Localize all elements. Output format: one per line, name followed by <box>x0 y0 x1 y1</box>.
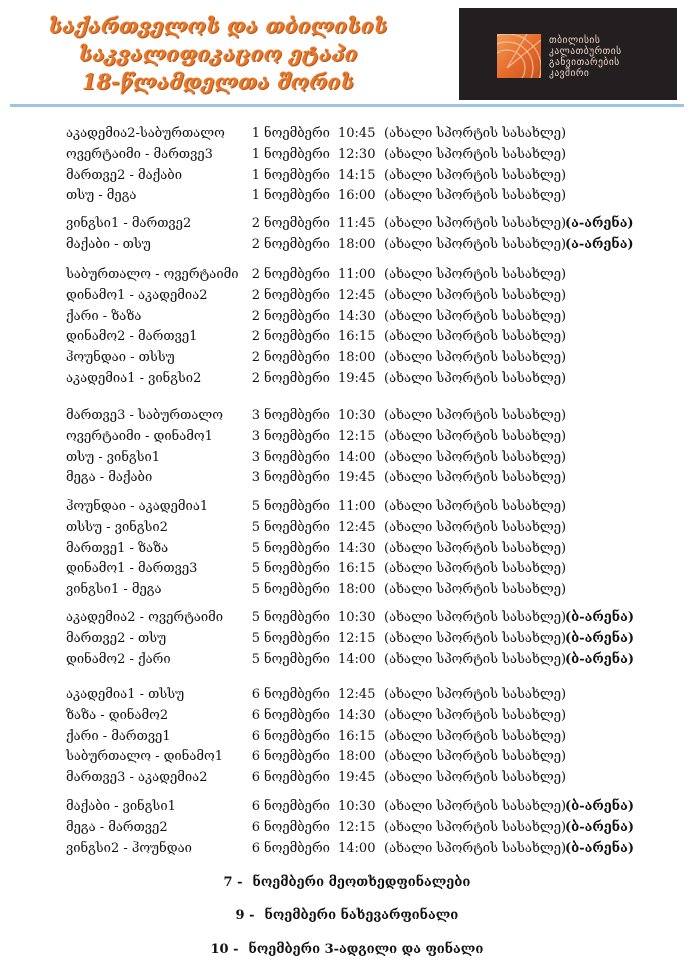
match-arena: (ბ-არენა) <box>565 610 634 625</box>
match-time: 11:00 <box>338 499 376 514</box>
match-month: ნოემბერი <box>264 728 330 744</box>
match-day: 5 <box>251 630 260 646</box>
match-time: 16:15 <box>338 561 376 577</box>
match-month: ნოემბერი <box>264 188 330 204</box>
match-day: 1 <box>251 126 260 141</box>
match-month: ნოემბერი <box>264 630 330 646</box>
match-venue: (ახალი სპორტის სასახლე) <box>384 408 567 423</box>
match-day: 3 <box>251 449 260 465</box>
match-teams: მაქაბი - თსუ <box>66 236 151 252</box>
match-month: ნოემბერი <box>264 749 330 765</box>
match-teams: აკადემია2-საბურთალო <box>66 126 225 141</box>
match-time: 12:15 <box>338 630 376 646</box>
stage-label: ნოემბერი მეოთხედფინალები <box>252 875 471 890</box>
match-day: 2 <box>251 329 260 345</box>
schedule-row <box>0 706 694 726</box>
logo-text-line: კალათბურთის <box>549 46 622 57</box>
match-teams: დინამო1 - აკადემია2 <box>66 287 208 303</box>
schedule-row <box>0 539 694 559</box>
schedule-row <box>0 727 694 747</box>
match-time: 12:45 <box>338 287 376 303</box>
match-venue: (ახალი სპორტის სასახლე) <box>384 707 567 723</box>
match-month: ნოემბერი <box>264 651 330 667</box>
match-time: 12:45 <box>338 519 376 535</box>
match-month: ნოემბერი <box>264 267 330 282</box>
schedule-row <box>0 406 694 426</box>
schedule-row <box>0 307 694 327</box>
match-teams: დინამო1 - მართვე3 <box>66 561 198 577</box>
match-venue: (ახალი სპორტის სასახლე) <box>384 350 567 366</box>
match-teams: მართვე3 - აკადემია2 <box>66 770 208 786</box>
match-time: 14:30 <box>338 707 376 723</box>
match-arena: (ბ-არენა) <box>565 840 634 856</box>
match-day: 2 <box>251 371 260 386</box>
match-teams: ოვერტაიმი - მართვე3 <box>66 146 213 162</box>
match-time: 18:00 <box>338 749 376 765</box>
match-time: 10:30 <box>338 408 376 423</box>
match-time: 14:00 <box>338 449 376 465</box>
match-time: 10:30 <box>338 799 376 814</box>
schedule-row <box>0 448 694 468</box>
match-month: ნოემბერი <box>264 799 330 814</box>
match-day: 5 <box>251 540 260 556</box>
match-venue: (ახალი სპორტის სასახლე) <box>384 610 567 625</box>
match-teams: მართვე2 - მაქაბი <box>66 167 182 183</box>
schedule-row <box>0 214 694 234</box>
match-day: 2 <box>251 287 260 303</box>
match-venue: (ახალი სპორტის სასახლე) <box>384 126 567 141</box>
title-line-2: საკვალიფიკაციო ეტაპი <box>78 41 358 66</box>
match-month: ნოემბერი <box>264 329 330 345</box>
schedule-row <box>0 265 694 285</box>
schedule-row <box>0 327 694 347</box>
match-teams: ქარი - მართვე1 <box>66 728 171 744</box>
match-teams: მართვე2 - თსუ <box>66 630 167 646</box>
title-line-1: საქართველოს და თბილისის <box>48 13 388 38</box>
match-month: ნოემბერი <box>264 236 330 252</box>
stage-row <box>0 940 694 960</box>
stage-label: ნოემბერი 3-ადგილი და ფინალი <box>248 942 484 957</box>
match-month: ნოემბერი <box>264 408 330 423</box>
schedule-row <box>0 839 694 859</box>
schedule-row <box>0 797 694 817</box>
match-venue: (ახალი სპორტის სასახლე) <box>384 329 567 345</box>
match-venue: (ახალი სპორტის სასახლე) <box>384 167 567 183</box>
match-month: ნოემბერი <box>264 519 330 535</box>
match-venue: (ახალი სპორტის სასახლე) <box>384 728 567 744</box>
match-venue: (ახალი სპორტის სასახლე) <box>384 582 567 598</box>
match-teams: ვინგსი1 - მართვე2 <box>66 216 192 231</box>
match-arena: (ა-არენა) <box>565 216 634 231</box>
schedule-row <box>0 286 694 306</box>
match-day: 5 <box>251 651 260 667</box>
schedule-row <box>0 369 694 389</box>
match-teams: ვინგსი2 - ჰოუნდაი <box>66 840 192 856</box>
schedule-row <box>0 608 694 628</box>
match-arena: (ა-არენა) <box>565 236 634 252</box>
match-time: 10:30 <box>338 610 376 625</box>
logo-text-line: კავშირი <box>549 68 590 79</box>
stage-day: 7 - <box>223 875 243 890</box>
match-time: 18:00 <box>338 582 376 598</box>
match-venue: (ახალი სპორტის სასახლე) <box>384 687 567 702</box>
match-day: 2 <box>251 236 260 252</box>
match-day: 1 <box>251 167 260 183</box>
match-day: 3 <box>251 470 260 486</box>
match-arena: (ბ-არენა) <box>565 651 634 667</box>
title-line-3: 18-წლამდელთა შორის <box>81 69 355 94</box>
match-teams: თსსუ - ვინგსი2 <box>66 519 168 535</box>
match-month: ნოემბერი <box>264 819 330 835</box>
match-day: 2 <box>251 267 260 282</box>
logo-text-line: განვითარების <box>549 57 620 68</box>
match-venue: (ახალი სპორტის სასახლე) <box>384 499 567 514</box>
match-time: 16:15 <box>338 329 376 345</box>
match-time: 19:45 <box>338 371 376 386</box>
match-teams: აკადემია1 - თსსუ <box>66 687 185 702</box>
match-teams: ზაზა - დინამო2 <box>66 707 169 723</box>
match-venue: (ახალი სპორტის სასახლე) <box>384 651 567 667</box>
match-teams: მაქაბი - ვინგსი1 <box>66 799 176 814</box>
match-time: 14:00 <box>338 651 376 667</box>
match-venue: (ახალი სპორტის სასახლე) <box>384 519 567 535</box>
match-venue: (ახალი სპორტის სასახლე) <box>384 267 567 282</box>
schedule-row <box>0 685 694 705</box>
match-day: 6 <box>251 707 260 723</box>
match-arena: (ბ-არენა) <box>565 799 634 814</box>
match-month: ნოემბერი <box>264 428 330 444</box>
match-teams: ჰოუნდაი - აკადემია1 <box>66 499 209 514</box>
match-venue: (ახალი სპორტის სასახლე) <box>384 799 567 814</box>
match-time: 10:45 <box>338 126 376 141</box>
match-venue: (ახალი სპორტის სასახლე) <box>384 840 567 856</box>
match-time: 12:15 <box>338 428 376 444</box>
match-time: 11:45 <box>338 216 376 231</box>
match-teams: ვინგსი1 - მეგა <box>66 582 162 598</box>
match-time: 19:45 <box>338 470 376 486</box>
stage-day: 10 - <box>210 942 239 957</box>
match-venue: (ახალი სპორტის სასახლე) <box>384 308 567 324</box>
match-teams: დინამო2 - ქარი <box>66 651 171 667</box>
match-day: 1 <box>251 188 260 204</box>
schedule-row <box>0 427 694 447</box>
schedule-row <box>0 747 694 767</box>
match-day: 2 <box>251 308 260 324</box>
schedule-row <box>0 348 694 368</box>
match-day: 3 <box>251 408 260 423</box>
stage-label: ნოემბერი ნახევარფინალი <box>264 908 459 923</box>
match-month: ნოემბერი <box>264 707 330 723</box>
match-day: 6 <box>251 819 260 835</box>
match-venue: (ახალი სპორტის სასახლე) <box>384 540 567 556</box>
match-teams: თსუ - მეგა <box>66 188 137 204</box>
match-month: ნოემბერი <box>264 371 330 386</box>
logo-text-line: თბილისის <box>549 35 601 46</box>
match-day: 5 <box>251 610 260 625</box>
match-month: ნოემბერი <box>264 582 330 598</box>
match-time: 14:30 <box>338 308 376 324</box>
match-teams: თსუ - ვინგსი1 <box>66 449 161 465</box>
schedule-row <box>0 186 694 206</box>
schedule-row <box>0 124 694 144</box>
match-day: 6 <box>251 749 260 765</box>
match-venue: (ახალი სპორტის სასახლე) <box>384 428 567 444</box>
match-time: 11:00 <box>338 267 376 282</box>
schedule-row <box>0 818 694 838</box>
match-month: ნოემბერი <box>264 840 330 856</box>
match-teams: მეგა - მაქაბი <box>66 470 153 486</box>
match-day: 5 <box>251 519 260 535</box>
match-venue: (ახალი სპორტის სასახლე) <box>384 561 567 577</box>
schedule-row <box>0 468 694 488</box>
match-month: ნოემბერი <box>264 449 330 465</box>
match-venue: (ახალი სპორტის სასახლე) <box>384 287 567 303</box>
schedule-row <box>0 650 694 670</box>
match-venue: (ახალი სპორტის სასახლე) <box>384 146 567 162</box>
match-day: 5 <box>251 561 260 577</box>
match-day: 5 <box>251 499 260 514</box>
match-month: ნოემბერი <box>264 470 330 486</box>
match-venue: (ახალი სპორტის სასახლე) <box>384 470 567 486</box>
match-day: 6 <box>251 687 260 702</box>
match-month: ნოემბერი <box>264 770 330 786</box>
schedule-row <box>0 629 694 649</box>
match-teams: საბურთალო - დინამო1 <box>66 749 223 765</box>
match-teams: ქარი - ზაზა <box>66 308 142 324</box>
match-time: 16:00 <box>338 188 376 204</box>
match-month: ნოემბერი <box>264 287 330 303</box>
match-time: 12:30 <box>338 146 376 162</box>
schedule-row <box>0 145 694 165</box>
match-venue: (ახალი სპორტის სასახლე) <box>384 819 567 835</box>
match-teams: ჰოუნდაი - თსსუ <box>66 350 175 366</box>
match-month: ნოემბერი <box>264 126 330 141</box>
match-day: 1 <box>251 146 260 162</box>
match-venue: (ახალი სპორტის სასახლე) <box>384 216 567 231</box>
match-teams: მართვე1 - ზაზა <box>66 540 169 556</box>
match-month: ნოემბერი <box>264 167 330 183</box>
schedule-row <box>0 559 694 579</box>
match-month: ნოემბერი <box>264 350 330 366</box>
schedule-row <box>0 580 694 600</box>
match-month: ნოემბერი <box>264 146 330 162</box>
match-time: 14:00 <box>338 840 376 856</box>
match-venue: (ახალი სპორტის სასახლე) <box>384 770 567 786</box>
match-day: 6 <box>251 770 260 786</box>
match-teams: ოვერტაიმი - დინამო1 <box>66 428 213 444</box>
match-arena: (ბ-არენა) <box>565 630 634 646</box>
schedule-row <box>0 768 694 788</box>
match-month: ნოემბერი <box>264 216 330 231</box>
match-day: 2 <box>251 216 260 231</box>
match-day: 6 <box>251 799 260 814</box>
match-teams: აკადემია2 - ოვერტაიმი <box>66 610 224 625</box>
match-arena: (ბ-არენა) <box>565 819 634 835</box>
match-time: 12:45 <box>338 687 376 702</box>
match-teams: აკადემია1 - ვინგსი2 <box>66 371 202 386</box>
match-day: 3 <box>251 428 260 444</box>
match-day: 6 <box>251 840 260 856</box>
match-month: ნოემბერი <box>264 687 330 702</box>
match-month: ნოემბერი <box>264 308 330 324</box>
match-month: ნოემბერი <box>264 499 330 514</box>
match-time: 19:45 <box>338 770 376 786</box>
match-venue: (ახალი სპორტის სასახლე) <box>384 449 567 465</box>
match-day: 2 <box>251 350 260 366</box>
match-time: 18:00 <box>338 350 376 366</box>
match-venue: (ახალი სპორტის სასახლე) <box>384 749 567 765</box>
match-teams: მართვე3 - საბურთალო <box>66 408 223 423</box>
match-teams: მეგა - მართვე2 <box>66 819 168 835</box>
schedule-row <box>0 235 694 255</box>
match-time: 14:30 <box>338 540 376 556</box>
match-month: ნოემბერი <box>264 540 330 556</box>
stage-day: 9 - <box>235 908 255 923</box>
stage-row <box>0 906 694 926</box>
match-time: 16:15 <box>338 728 376 744</box>
match-teams: დინამო2 - მართვე1 <box>66 329 198 345</box>
match-month: ნოემბერი <box>264 561 330 577</box>
stage-row <box>0 873 694 893</box>
schedule-row <box>0 497 694 517</box>
match-day: 5 <box>251 582 260 598</box>
match-venue: (ახალი სპორტის სასახლე) <box>384 236 567 252</box>
match-venue: (ახალი სპორტის სასახლე) <box>384 188 567 204</box>
match-time: 18:00 <box>338 236 376 252</box>
match-venue: (ახალი სპორტის სასახლე) <box>384 630 567 646</box>
match-time: 12:15 <box>338 819 376 835</box>
match-teams: საბურთალო - ოვერტაიმი <box>66 267 239 282</box>
schedule-row <box>0 166 694 186</box>
match-month: ნოემბერი <box>264 610 330 625</box>
match-day: 6 <box>251 728 260 744</box>
match-time: 14:15 <box>338 167 376 183</box>
match-venue: (ახალი სპორტის სასახლე) <box>384 371 567 386</box>
schedule-row <box>0 518 694 538</box>
